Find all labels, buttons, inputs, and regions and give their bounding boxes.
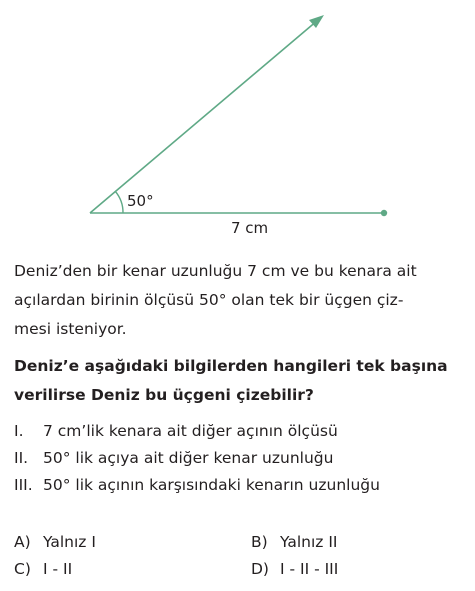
angle-label: 50° — [127, 192, 154, 210]
statement-1 — [14, 418, 338, 445]
option-letter: B) — [251, 533, 268, 551]
option-d[interactable] — [251, 556, 338, 583]
statement-number: III. — [14, 476, 33, 494]
question-line: Deniz’e aşağıdaki bilgilerden hangileri tek başına — [14, 357, 448, 375]
statement-2 — [14, 445, 333, 472]
problem-stem — [14, 257, 465, 344]
question-text — [14, 352, 465, 410]
stem-line: mesi isteniyor. — [14, 320, 127, 338]
base-endpoint-dot — [381, 210, 387, 216]
statement-number: II. — [14, 449, 29, 467]
angle-arc — [115, 191, 123, 213]
statement-text: 50° lik açının karşısındaki kenarın uzunluğu — [43, 476, 380, 494]
option-text: I - II — [43, 560, 73, 578]
statement-number: I. — [14, 422, 24, 440]
stem-line: açılardan birinin ölçüsü 50° olan tek bir üçgen çiz- — [14, 291, 404, 309]
stem-line: Deniz’den bir kenar uzunluğu 7 cm ve bu kenara ait — [14, 262, 417, 280]
side-length-label: 7 cm — [231, 219, 269, 237]
option-letter: D) — [251, 560, 269, 578]
statement-3 — [14, 472, 380, 499]
option-letter: C) — [14, 560, 31, 578]
statement-text: 50° lik açıya ait diğer kenar uzunluğu — [43, 449, 334, 467]
option-text: Yalnız II — [280, 533, 338, 551]
option-a[interactable] — [14, 529, 96, 556]
angle-figure — [0, 0, 475, 250]
option-b[interactable] — [251, 529, 337, 556]
option-text: Yalnız I — [43, 533, 96, 551]
option-c[interactable] — [14, 556, 72, 583]
statement-text: 7 cm’lik kenara ait diğer açının ölçüsü — [43, 422, 338, 440]
option-text: I - II - III — [280, 560, 339, 578]
angle-ray — [90, 20, 318, 213]
option-letter: A) — [14, 533, 31, 551]
question-line: verilirse Deniz bu üçgeni çizebilir? — [14, 386, 314, 404]
